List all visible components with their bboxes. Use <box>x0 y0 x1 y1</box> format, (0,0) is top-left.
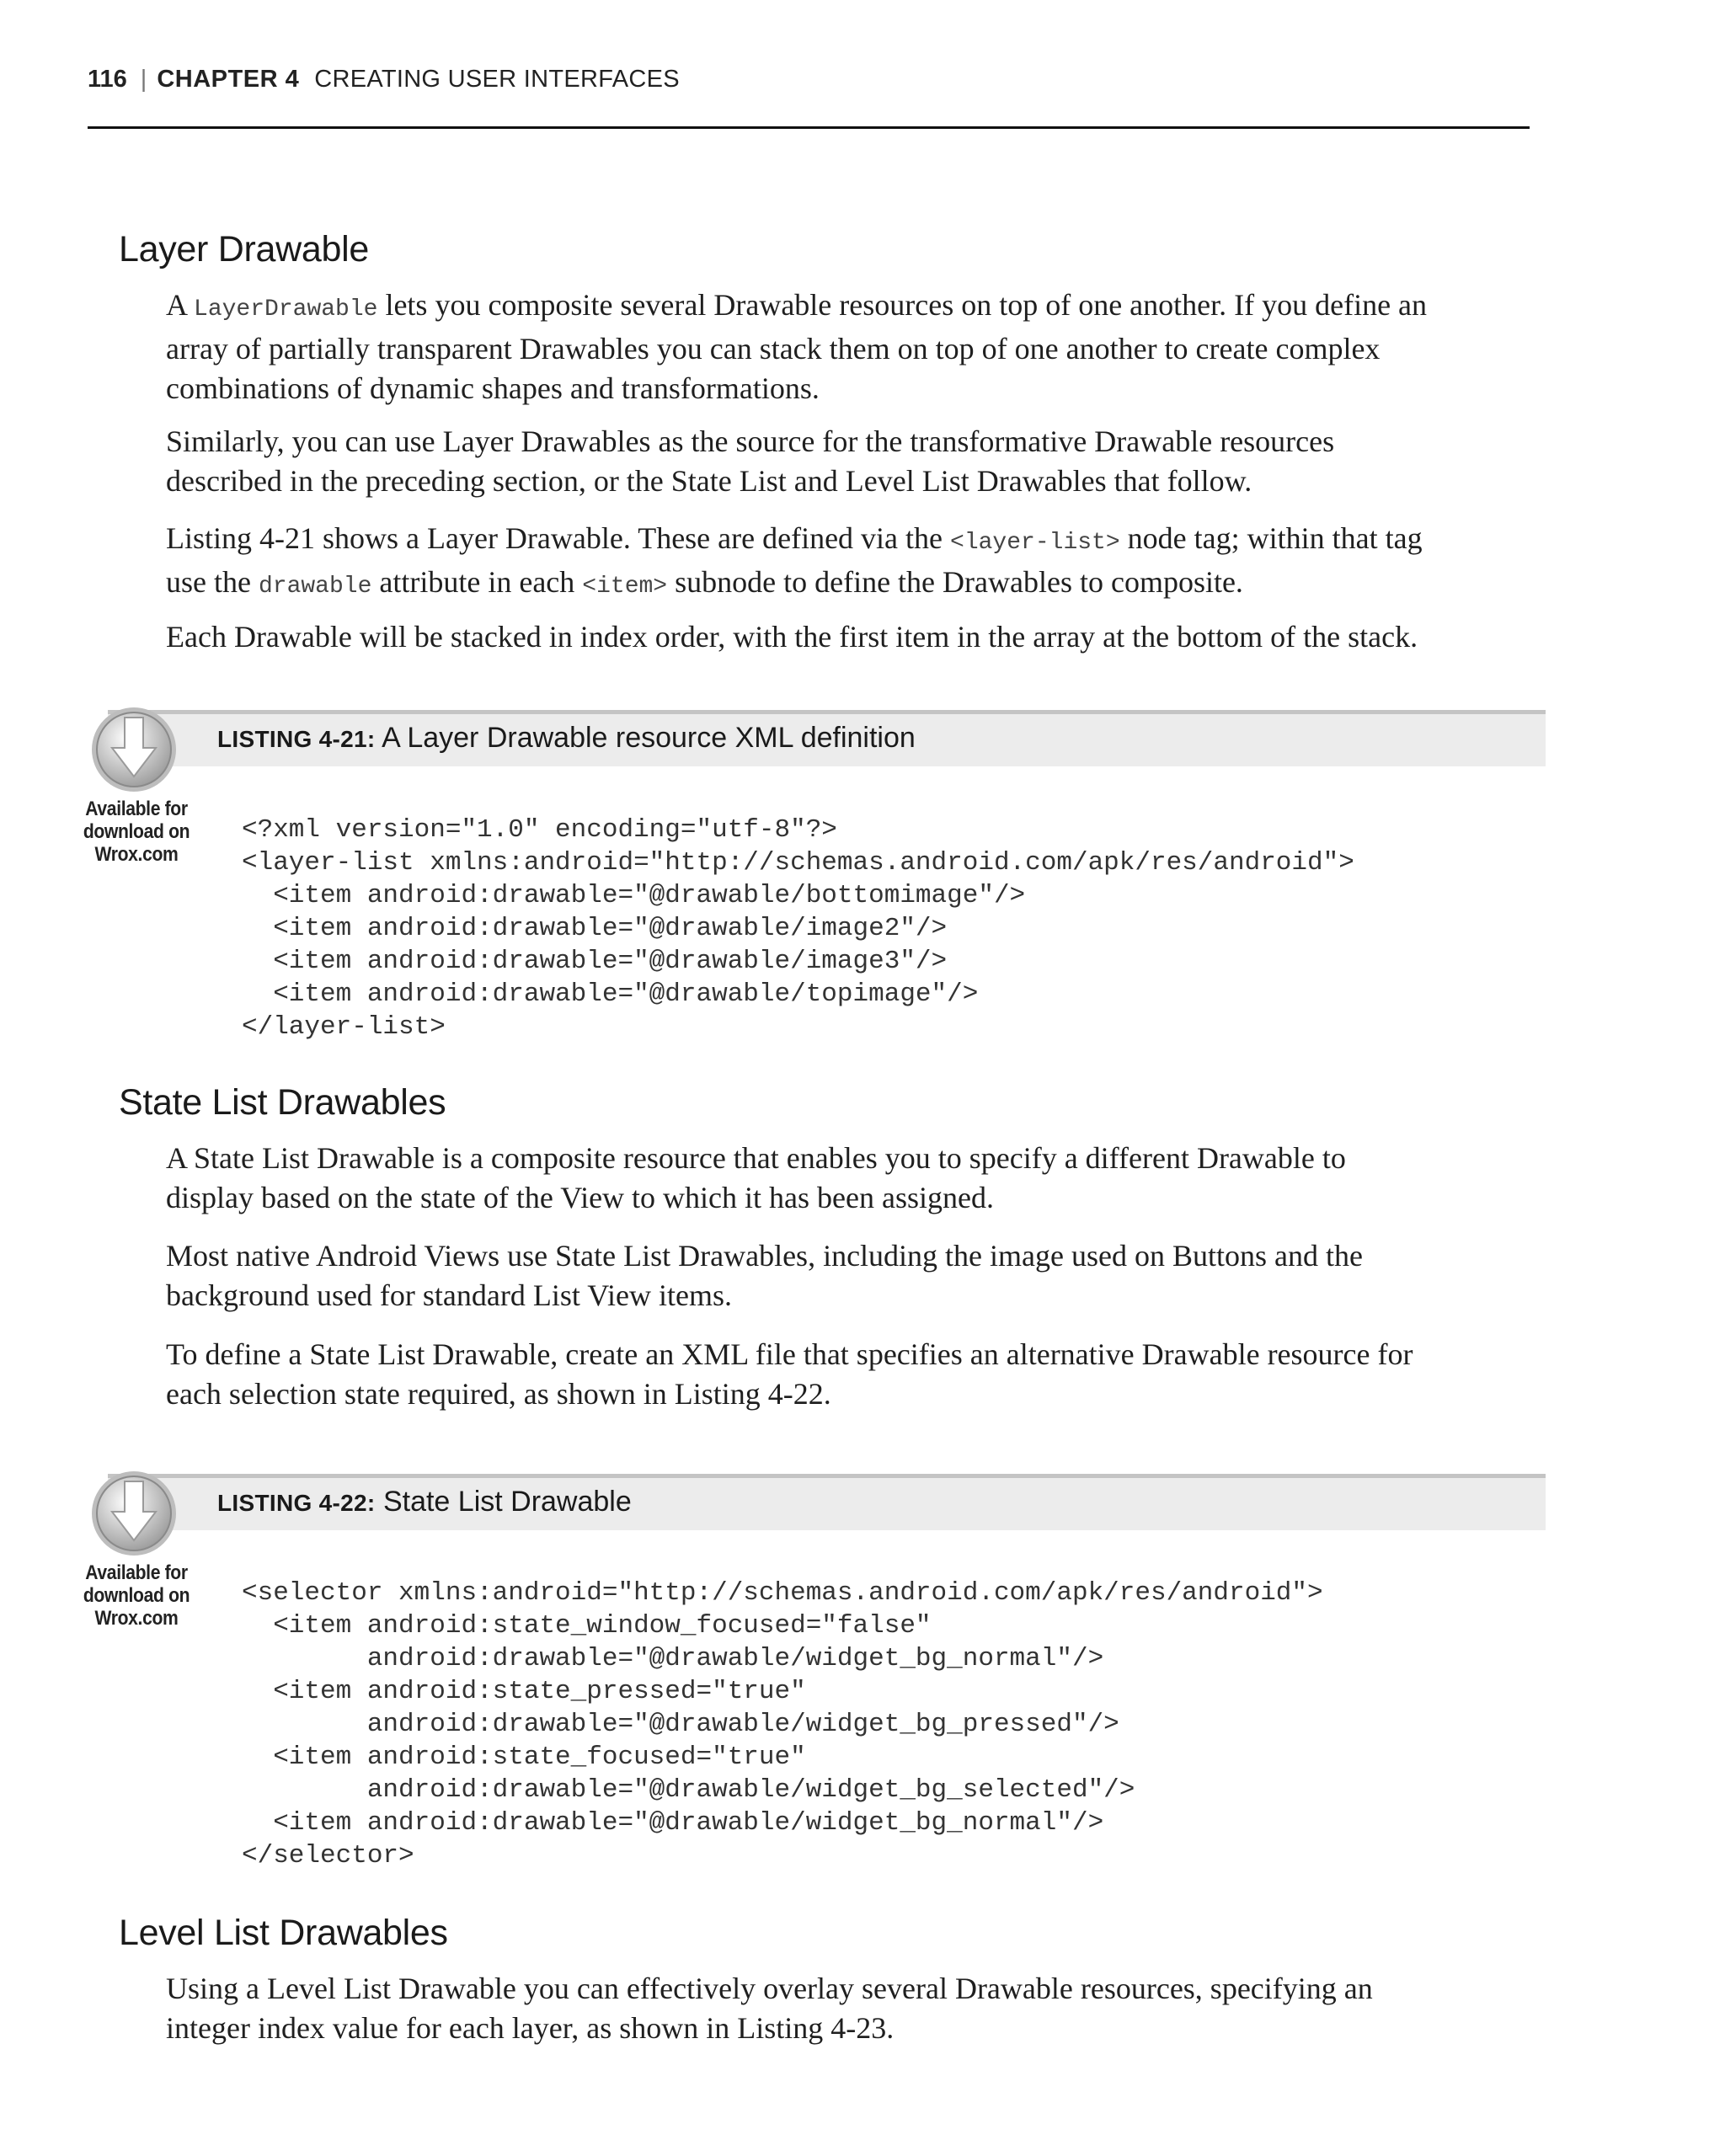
section-heading-layer-drawable: Layer Drawable <box>119 229 369 270</box>
code-line: </layer-list> <box>242 1012 446 1042</box>
chapter-label: CHAPTER 4 <box>157 66 300 93</box>
code-line: <item android:drawable="@drawable/topimage"/> <box>242 979 979 1009</box>
code-line: <item android:state_window_focused="false" <box>242 1611 932 1641</box>
paragraph: Most native Android Views use State List Drawables, including the image used on Buttons and the background used for standard List View items. <box>166 1239 1363 1312</box>
code-line: </selector> <box>242 1841 414 1870</box>
paragraph: Using a Level List Drawable you can effectively overlay several Drawable resources, specifying an integer index value for each layer, as shown in Listing 4-23. <box>166 1972 1373 2045</box>
header-rule <box>88 126 1530 129</box>
download-icon[interactable] <box>90 706 178 793</box>
paragraph: Listing 4-21 shows a Layer Drawable. These are defined via the <layer-list> node tag; within that tag use the drawable attribute in each <item> subnode to define the Drawables to composite. <box>166 521 1423 600</box>
code-line: <item android:state_focused="true" <box>242 1742 806 1772</box>
code-line: <?xml version="1.0" encoding="utf-8"?> <box>242 815 837 845</box>
chapter-title: CREATING USER INTERFACES <box>314 66 680 93</box>
paragraph: Similarly, you can use Layer Drawables as the source for the transformative Drawable resources described in the preceding section, or the State List and Level List Drawables that follow. <box>166 424 1335 498</box>
inline-code: LayerDrawable <box>194 296 378 323</box>
listing-title: LISTING 4-22: State List Drawable <box>217 1486 632 1518</box>
section-heading-level-list-drawables: Level List Drawables <box>119 1913 448 1953</box>
code-line: android:drawable="@drawable/widget_bg_selected"/> <box>242 1775 1135 1805</box>
code-line: <layer-list xmlns:android="http://schemas.android.com/apk/res/android"> <box>242 848 1354 878</box>
inline-code: <layer-list> <box>950 530 1120 556</box>
paragraph: A State List Drawable is a composite resource that enables you to specify a different Drawable to display based on the state of the View to which it has been assigned. <box>166 1141 1346 1214</box>
download-note: Available for download on Wrox.com <box>83 798 190 866</box>
code-line: <selector xmlns:android="http://schemas.android.com/apk/res/android"> <box>242 1578 1323 1608</box>
download-icon[interactable] <box>90 1470 178 1557</box>
code-line: <item android:drawable="@drawable/bottomimage"/> <box>242 881 1026 910</box>
paragraph: Each Drawable will be stacked in index order, with the first item in the array at the bottom of the stack. <box>166 620 1418 654</box>
code-line: <item android:drawable="@drawable/image2"/> <box>242 914 948 943</box>
paragraph: To define a State List Drawable, create an XML file that specifies an alternative Drawable resource for each selection state required, as shown in Listing 4-22. <box>166 1337 1413 1411</box>
code-line: android:drawable="@drawable/widget_bg_pressed"/> <box>242 1710 1119 1739</box>
code-line: <item android:drawable="@drawable/widget_bg_normal"/> <box>242 1808 1104 1838</box>
code-line: <item android:state_pressed="true" <box>242 1677 806 1706</box>
paragraph: A LayerDrawable lets you composite several Drawable resources on top of one another. If you define an array of partially transparent Drawables you can stack them on top of one another to create complex combinations of dynamic shapes and transformations. <box>166 288 1428 405</box>
section-heading-state-list-drawables: State List Drawables <box>119 1082 446 1123</box>
running-head <box>88 66 680 93</box>
page-number: 116 <box>88 66 127 93</box>
listing-title: LISTING 4-21: A Layer Drawable resource XML definition <box>217 722 916 754</box>
listing-label: LISTING 4-22: <box>217 1490 376 1516</box>
code-line: android:drawable="@drawable/widget_bg_normal"/> <box>242 1644 1104 1673</box>
inline-code: drawable <box>258 574 372 600</box>
inline-code: <item> <box>582 574 668 600</box>
header-separator: | <box>140 66 147 93</box>
listing-label: LISTING 4-21: <box>217 726 376 752</box>
download-note: Available for download on Wrox.com <box>83 1561 190 1630</box>
code-line: <item android:drawable="@drawable/image3"/> <box>242 947 948 976</box>
